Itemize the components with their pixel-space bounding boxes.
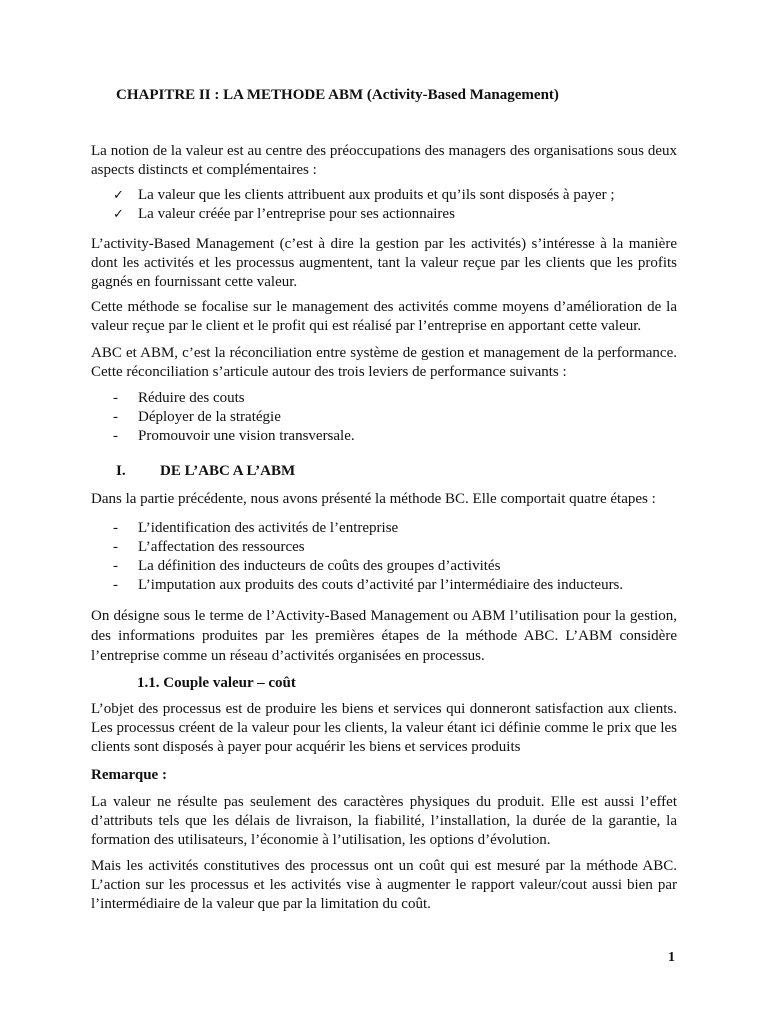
section-number: I. (116, 463, 126, 479)
list-item-text: L’identification des activités de l’entreprise (138, 520, 399, 536)
remark-paragraph: La valeur ne résulte pas seulement des caractères physiques du produit. Elle est aussi l’effet d’attributs tels que les délais de livraison, la fiabilité, l’installation, la durée de la garantie, la formation des utilisateurs, l’économie à l’utilisation, les options d’évolution. (91, 794, 677, 848)
method-focus-paragraph: Cette méthode se focalise sur le management des activités comme moyens d’amélioration de la valeur reçue par le client et le profit qui est réalisé par l’entreprise en apportant cette valeur. (91, 299, 677, 334)
list-item-text: L’imputation aux produits des couts d’activité par l’intermédiaire des inducteurs. (138, 577, 624, 593)
processes-paragraph: L’objet des processus est de produire les biens et services qui donneront satisfaction aux clients. Les processus créent de la valeur pour les clients, la valeur étant ici définie comme le prix que les clients sont disposés à payer pour acquérir les biens et services produits (91, 701, 677, 755)
list-item (91, 205, 677, 224)
dash-bullet: - (113, 390, 118, 406)
page-number: 1 (668, 950, 675, 965)
list-item (91, 519, 677, 538)
list-item-text: Promouvoir une vision transversale. (138, 428, 355, 444)
dash-bullet: - (113, 409, 118, 425)
reconciliation-paragraph: ABC et ABM, c’est la réconciliation entre système de gestion et management de la performance. Cette réconciliation s’articule autour des trois leviers de performance suivants : (91, 345, 677, 380)
abm-designation-paragraph: On désigne sous le terme de l’Activity-Based Management ou ABM l’utilisation pour la gestion, des informations produites par les premières étapes de la méthode ABC. L’ABM considère l’entreprise comme un réseau d’activités organisées en processus. (91, 608, 677, 664)
check-mark-icon: ✓ (113, 207, 124, 222)
performance-levers-list (91, 389, 677, 446)
list-item (91, 186, 677, 205)
list-item (91, 408, 677, 427)
list-item (91, 557, 677, 576)
list-item (91, 538, 677, 557)
intro-paragraph: La notion de la valeur est au centre des préoccupations des managers des organisations sous deux aspects distincts et complémentaires : (91, 143, 677, 178)
section-heading (116, 462, 295, 481)
remark-label: Remarque : (91, 767, 167, 783)
abc-steps-list (91, 519, 677, 595)
value-aspects-list (91, 186, 677, 224)
subsection-heading: 1.1. Couple valeur – coût (137, 675, 296, 691)
section-title: DE L’ABC A L’ABM (160, 463, 296, 479)
dash-bullet: - (113, 520, 118, 536)
dash-bullet: - (113, 428, 118, 444)
previous-method-paragraph: Dans la partie précédente, nous avons présenté la méthode BC. Elle comportait quatre étapes : (91, 491, 656, 507)
check-mark-icon: ✓ (113, 188, 124, 203)
activities-cost-paragraph: Mais les activités constitutives des processus ont un coût qui est mesuré par la méthode ABC. L’action sur les processus et les activités vise à augmenter le rapport valeur/cout aussi bien par l’intermédiaire de la valeur que par la limitation du coût. (91, 858, 677, 912)
dash-bullet: - (113, 539, 118, 555)
list-item-text: Réduire des couts (138, 390, 245, 406)
list-item-text: La valeur créée par l’entreprise pour ses actionnaires (138, 206, 455, 222)
list-item-text: Déployer de la stratégie (138, 409, 281, 425)
list-item (91, 576, 677, 595)
dash-bullet: - (113, 558, 118, 574)
list-item-text: La définition des inducteurs de coûts des groupes d’activités (138, 558, 501, 574)
chapter-title: CHAPITRE II : LA METHODE ABM (Activity-Based Management) (116, 87, 559, 103)
list-item-text: La valeur que les clients attribuent aux produits et qu’ils sont disposés à payer ; (138, 187, 615, 203)
abm-definition-paragraph: L’activity-Based Management (c’est à dire la gestion par les activités) s’intéresse à la manière dont les activités et les processus augmentent, tant la valeur reçue par les clients que les profits gagnés en fournissant cette valeur. (91, 236, 677, 290)
dash-bullet: - (113, 577, 118, 593)
list-item-text: L’affectation des ressources (138, 539, 305, 555)
list-item (91, 427, 677, 446)
list-item (91, 389, 677, 408)
